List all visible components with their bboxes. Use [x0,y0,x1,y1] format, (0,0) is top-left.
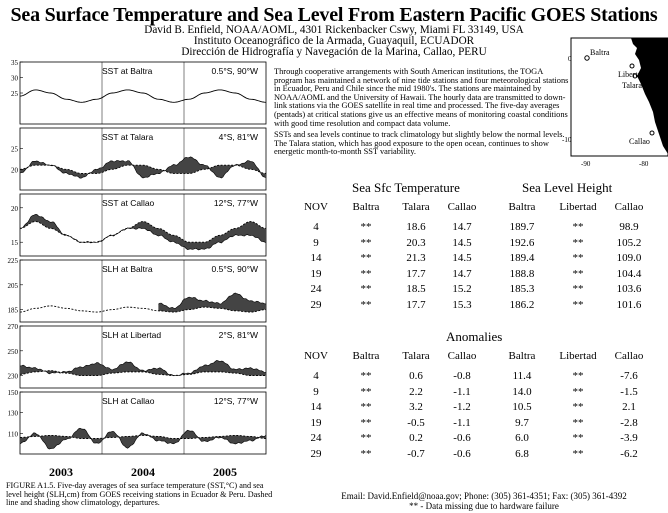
sst-sl-cell: 185.3 [509,283,535,295]
sst-sl-cell: 17.7 [406,298,426,311]
sst-sl-cell: ** [360,221,372,233]
anomaly-col-header: Baltra [508,350,536,362]
map-xtick-1: -80 [639,160,649,168]
anomaly-cell: ** [360,447,372,460]
directorate-line: Dirección de Hidrografía y Navegación de la Marina, Callao, PERU [181,46,487,58]
anomaly-cell: -1.5 [620,385,638,398]
sst-sl-cell: ** [360,236,372,249]
sst-sl-col-header: Talara [402,201,430,213]
anomaly-cell: -1.1 [453,385,471,398]
table-group-sealevel: Sea Level Height [522,180,613,195]
map-ytick-1: -10 [562,136,572,144]
figure-caption: FIGURE A1.5. Five-day averages of sea surface temperature (SST,°C) and sea level height (SLH,cm) from GOES receiving stations in Ecuador & Peru. Dashed line and shading show climatology, departures. [6,481,273,508]
y-tick-label: 35 [11,59,18,67]
sst-sl-cell: 21.3 [406,252,426,264]
map-label-callao: Callao [629,137,650,146]
anomaly-cell: 6.8 [515,447,529,460]
page-title: Sea Surface Temperature and Sea Level From Eastern Pacific GOES Stations [10,4,658,26]
sst-sl-cell: 9 [313,236,319,249]
panel-label: SLH at Libertad [102,330,162,340]
sst-sl-cell: 4 [313,221,319,233]
anomaly-cell: -0.6 [453,432,471,444]
anomaly-cell: ** [360,385,372,398]
sst-sl-cell: 105.2 [616,236,642,249]
sst-sl-cell: 14.7 [452,221,472,233]
sst-sl-cell: 189.7 [509,221,535,233]
sst-sl-cell: 17.7 [406,267,426,280]
y-tick-label: 25 [11,145,18,154]
sst-sl-col-header: Baltra [352,201,380,213]
sst-sl-cell: 98.9 [619,221,639,233]
sst-sl-cell: 24 [310,283,322,295]
anomaly-cell: 3.2 [409,401,423,413]
station-map [562,38,668,170]
anomaly-cell: 0.6 [409,370,423,382]
anomaly-cell: 14.0 [512,385,532,398]
sst-sl-cell: 14.5 [452,236,472,249]
panel-label: SST at Callao [102,198,155,208]
anomaly-cell: ** [360,370,372,382]
anomaly-cell: -6.2 [620,447,638,460]
missing-data-note: ** - Data missing due to hardware failure [409,500,559,511]
anomaly-cell: ** [572,447,584,460]
sst-sl-cell: ** [572,267,584,280]
panel-location: 0.5°S, 90°W [211,66,258,76]
anomaly-cell: -1.1 [453,416,471,429]
table-group-sst: Sea Sfc Temperature [352,180,460,195]
sst-sl-cell: 104.4 [616,267,642,280]
y-tick-label: 130 [7,409,18,418]
map-label-baltra: Baltra [590,48,610,57]
anomaly-cell: -1.2 [453,401,471,413]
callao-marker [650,131,654,135]
anomaly-cell: -2.8 [620,416,638,429]
sst-sl-cell: 15.2 [452,283,472,295]
anomaly-cell: 14 [310,401,322,413]
anomaly-cell: -0.5 [407,416,425,429]
anomaly-cell: 10.5 [512,401,532,413]
anomaly-cell: -7.6 [620,370,638,382]
anomaly-cell: 11.4 [512,370,532,382]
y-tick-label: 250 [7,347,18,356]
sst-sl-cell: 186.2 [509,298,535,311]
anomaly-cell: ** [572,401,584,413]
panel-label: SLH at Baltra [102,264,153,274]
sst-sl-cell: 14.5 [452,252,472,264]
sst-sl-cell: 192.6 [509,236,535,249]
anomaly-cell: ** [360,432,372,444]
y-tick-label: 230 [7,372,18,381]
table-group-anomalies: Anomalies [446,329,503,344]
anomaly-cell: 2.2 [409,385,423,398]
y-tick-label: 185 [7,306,18,315]
sst-sl-cell: ** [360,283,372,295]
sst-sl-cell: 14 [310,252,322,264]
anomaly-cell: -0.6 [453,447,471,460]
y-tick-label: 15 [11,239,18,248]
anomaly-cell: 6.0 [515,432,529,444]
anomaly-cell: -0.7 [407,447,425,460]
map-label-talara: Talara [622,81,642,90]
anomaly-cell: 24 [310,432,322,444]
panel-location: 2°S, 81°W [218,330,258,340]
sst-sl-cell: 14.7 [452,267,472,280]
sst-sl-cell: ** [572,298,584,311]
x-tick-label: 2004 [131,465,155,479]
libertad-marker [630,64,634,68]
description-paragraph-1: Through cooperative arrangements with South American institutions, the TOGA program has maintained a network of nine tide stations and four meteorological stations in Ecuador, Peru and Chile since the mid 1980's. The stations are maintained by NOAA/AOML and the University of Hawaii. The hourly data are transmitted to down-link stations via the GOES satellite in real time and processed. The five-day averages (pentads) at critical stations give us an effective means of monitoring coastal conditions with good time resolution and compact data volume. [274,67,569,128]
sst-sl-cell: 19 [310,267,322,280]
panel-label: SLH at Callao [102,396,155,406]
description-paragraph-2: SSTs and sea levels continue to track climatology but slightly below the normal levels. The Talara station, which has good exposure to the open ocean, continues to show energetic month-to-month SST variability. [274,130,565,157]
panel-location: 0.5°S, 90°W [211,264,258,274]
y-tick-label: 25 [11,90,18,98]
sst-sl-cell: ** [360,252,372,264]
anomaly-cell: 2.1 [622,401,636,413]
sst-sl-cell: ** [572,221,584,233]
map-xtick-0: -90 [581,160,591,168]
anomaly-cell: -0.8 [453,370,471,382]
sst-sl-cell: 188.8 [509,267,535,280]
institute-line: Instituto Oceanográfico de la Armada, Guayaquil, ECUADOR [193,35,475,47]
anomaly-col-header: NOV [304,350,328,362]
timeseries-panels [0,59,270,482]
sst-sl-col-header: Baltra [508,201,536,213]
sst-sl-col-header: Callao [447,201,477,213]
anomaly-cell: ** [360,416,372,429]
anomaly-cell: 19 [310,416,322,429]
panel-label: SST at Talara [102,132,154,142]
panel-location: 12°S, 77°W [213,198,258,208]
anomaly-col-header: Libertad [559,350,597,362]
anomaly-cell: 9 [313,385,319,398]
y-tick-label: 270 [7,323,18,331]
sst-sl-cell: ** [360,298,372,311]
anomaly-cell: 29 [310,447,322,460]
sst-sl-cell: 15.3 [452,298,472,311]
sst-sl-cell: 103.6 [616,283,642,295]
sst-sl-cell: ** [572,283,584,295]
y-tick-label: 225 [7,257,18,265]
anomaly-cell: 0.2 [409,432,423,444]
y-tick-label: 20 [11,204,18,213]
y-tick-label: 205 [7,281,18,290]
sst-sl-cell: 20.3 [406,236,426,249]
anomaly-col-header: Callao [614,350,644,362]
author-line: David B. Enfield, NOAA/AOML, 4301 Rickenbacker Cswy, Miami FL 33149, USA [144,24,524,36]
sst-sl-cell: 189.4 [509,252,535,264]
contact-footer [300,492,668,511]
anomaly-cell: ** [572,432,584,444]
y-tick-label: 20 [11,166,18,175]
anomaly-cell: ** [572,416,584,429]
anomaly-cell: 4 [313,370,319,382]
sst-sl-cell: 18.6 [406,221,426,233]
sst-sl-cell: 18.5 [406,283,426,295]
anomaly-cell: ** [360,401,372,413]
panel-label: SST at Baltra [102,66,153,76]
map-ytick-0: 0 [568,55,572,63]
panel-location: 4°S, 81°W [218,132,258,142]
sst-sl-cell: 109.0 [616,252,642,264]
sst-sl-cell: ** [572,252,584,264]
anomaly-col-header: Callao [447,350,477,362]
y-tick-label: 150 [7,389,18,397]
anomaly-col-header: Baltra [352,350,380,362]
sst-sl-col-header: NOV [304,201,328,213]
sst-sl-cell: 29 [310,298,322,311]
sst-sl-col-header: Libertad [559,201,597,213]
map-label-libertad: Libertad [618,70,646,79]
anomaly-col-header: Talara [402,350,430,362]
description [274,68,570,160]
anomaly-cell: -3.9 [620,432,638,444]
x-tick-label: 2003 [49,465,73,479]
sst-sl-col-header: Callao [614,201,644,213]
sst-sl-cell: ** [572,236,584,249]
baltra-marker [585,56,589,60]
contact-line: Email: David.Enfield@noaa.gov; Phone: (305) 361-4351; Fax: (305) 361-4392 [341,491,627,501]
anomaly-cell: 9.7 [515,416,529,429]
anomaly-cell: ** [572,370,584,382]
x-tick-label: 2005 [213,465,237,479]
y-tick-label: 110 [7,430,18,439]
y-tick-label: 30 [11,74,18,83]
sst-sl-cell: 101.6 [616,298,642,311]
sst-sl-cell: ** [360,267,372,280]
panel-location: 12°S, 77°W [213,396,258,406]
anomaly-cell: ** [572,385,584,398]
